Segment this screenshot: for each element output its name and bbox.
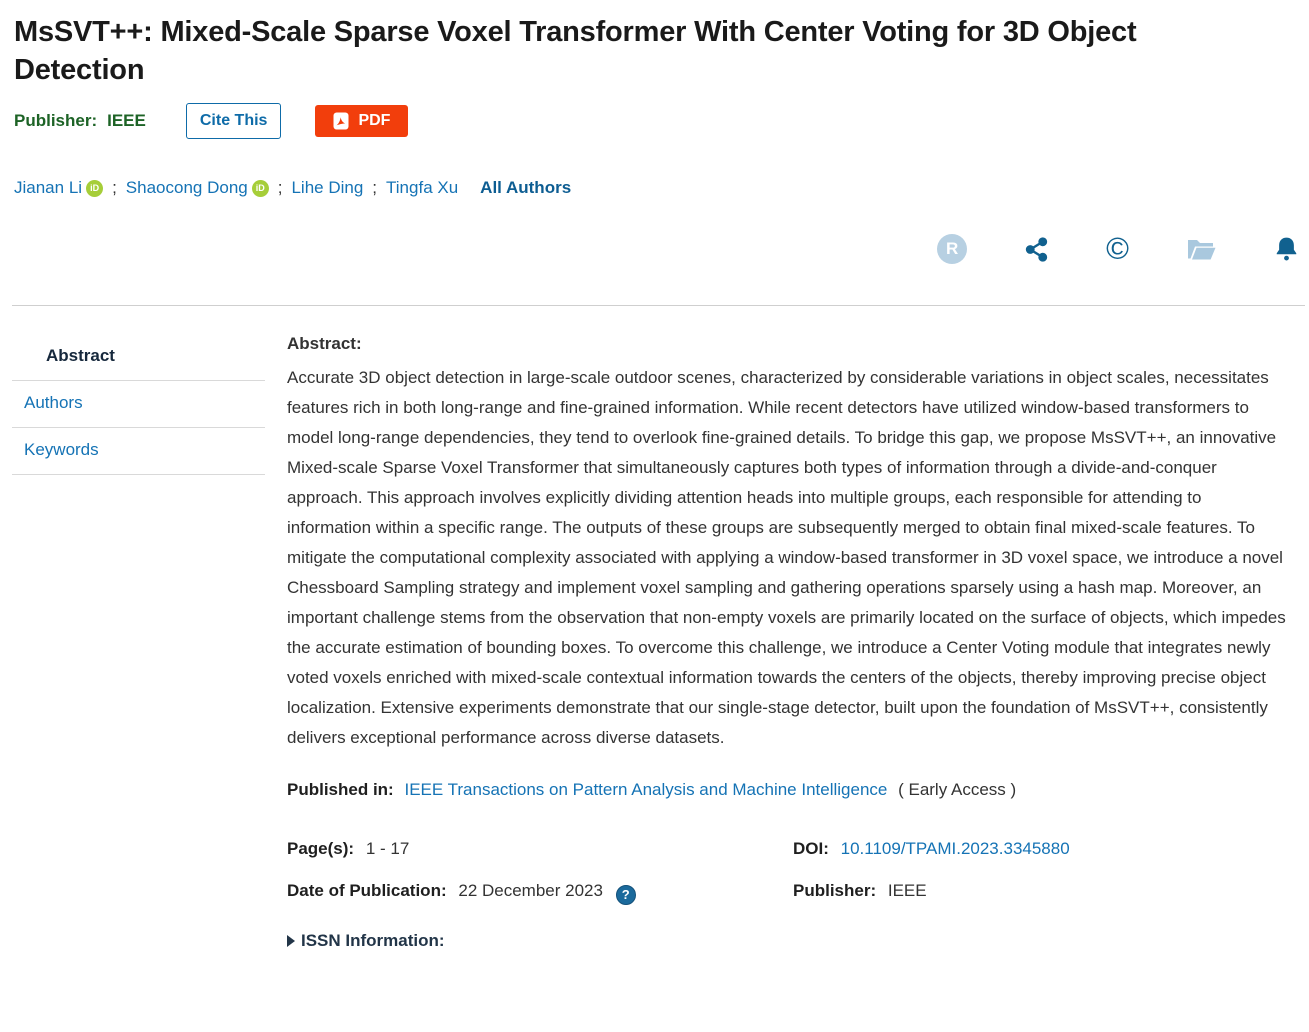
page-title: MsSVT++: Mixed-Scale Sparse Voxel Transformer With Center Voting for 3D Object Detection bbox=[14, 16, 1137, 86]
copyright-icon[interactable] bbox=[1106, 231, 1129, 267]
authors-row bbox=[14, 178, 1295, 198]
share-icon[interactable] bbox=[1024, 237, 1049, 262]
action-icons-row bbox=[0, 232, 1299, 266]
author-link[interactable]: Shaocong Dong bbox=[125, 178, 248, 198]
rights-icon-glyph: R bbox=[937, 234, 967, 264]
orcid-icon[interactable]: iD bbox=[252, 180, 269, 197]
date-of-publication-label: Date of Publication: bbox=[287, 881, 447, 901]
abstract-heading: Abstract: bbox=[287, 334, 362, 354]
publisher-row bbox=[14, 101, 1295, 141]
doi-link[interactable]: 10.1109/TPAMI.2023.3345880 bbox=[840, 839, 1070, 859]
pages-value: 1 - 17 bbox=[365, 839, 410, 859]
publisher-meta-row bbox=[793, 881, 1289, 905]
journal-link[interactable]: IEEE Transactions on Pattern Analysis and Machine Intelligence bbox=[404, 780, 888, 800]
section-sidebar bbox=[0, 306, 265, 475]
content-area bbox=[0, 306, 1309, 951]
all-authors-link[interactable]: All Authors bbox=[480, 178, 572, 198]
issn-information-toggle[interactable] bbox=[287, 931, 1289, 951]
published-in-row bbox=[287, 780, 1289, 800]
help-question-icon[interactable]: ? bbox=[616, 885, 636, 905]
sidebar-item-abstract[interactable]: Abstract bbox=[12, 334, 265, 381]
author-link[interactable]: Lihe Ding bbox=[291, 178, 364, 198]
pdf-file-icon bbox=[333, 112, 349, 130]
save-to-project-icon[interactable] bbox=[1186, 237, 1217, 262]
abstract-text: Accurate 3D object detection in large-scale outdoor scenes, characterized by considerable variations in object scales, necessitates features rich in both long-range and fine-grained information. While recent detectors have utilized window-based transformers to model long-range dependencies, they tend to overlook fine-grained details. To bridge this gap, we propose MsSVT++, an innovative Mixed-scale Sparse Voxel Transformer that simultaneously captures both types of information through a divide-and-conquer approach. This approach involves explicitly dividing attention heads into multiple groups, each responsible for attending to information within a specific range. The outputs of these groups are subsequently merged to obtain final mixed-scale features. To mitigate the computational complexity associated with applying a window-based transformer in 3D voxel space, we introduce a novel Chessboard Sampling strategy and implement voxel sampling and gathering operations sparsely using a hash map. Moreover, an important challenge stems from the observation that non-empty voxels are primarily located on the surface of objects, which impedes the accurate estimation of bounding boxes. To overcome this challenge, we introduce a Center Voting module that integrates newly voted voxels enriched with mixed-scale contextual information towards the centers of the objects, thereby improving precise object localization. Extensive experiments demonstrate that our single-stage detector, built upon the foundation of MsSVT++, consistently delivers exceptional performance across diverse datasets. bbox=[287, 368, 1286, 748]
author-separator: ; bbox=[277, 178, 283, 198]
alerts-bell-icon[interactable] bbox=[1274, 236, 1299, 263]
metadata-grid bbox=[287, 839, 1289, 905]
date-of-publication-row bbox=[287, 881, 793, 905]
published-in-label: Published in: bbox=[287, 780, 394, 800]
sidebar-item-authors[interactable]: Authors bbox=[12, 381, 265, 428]
author-link[interactable]: Jianan Li bbox=[14, 178, 83, 198]
publisher-label: Publisher: bbox=[14, 111, 98, 131]
publisher-meta-label: Publisher: bbox=[793, 881, 877, 901]
doi-row bbox=[793, 839, 1289, 859]
author-link[interactable]: Tingfa Xu bbox=[386, 178, 459, 198]
publisher-meta-value: IEEE bbox=[887, 881, 927, 901]
doi-label: DOI: bbox=[793, 839, 829, 859]
author-separator: ; bbox=[112, 178, 117, 198]
sidebar-item-keywords[interactable]: Keywords bbox=[12, 428, 265, 475]
expand-triangle-icon bbox=[287, 935, 295, 947]
author-separator: ; bbox=[372, 178, 378, 198]
copyright-icon-glyph: © bbox=[1106, 231, 1129, 267]
pages-row bbox=[287, 839, 793, 859]
pages-label: Page(s): bbox=[287, 839, 355, 859]
pdf-button-label: PDF bbox=[358, 112, 391, 130]
cite-this-button[interactable]: Cite This bbox=[186, 103, 282, 139]
early-access-note: ( Early Access ) bbox=[898, 780, 1017, 800]
rights-icon[interactable] bbox=[937, 234, 967, 264]
date-of-publication-value: 22 December 2023 bbox=[458, 881, 603, 901]
publisher-value: IEEE bbox=[107, 111, 146, 131]
orcid-icon[interactable]: iD bbox=[86, 180, 103, 197]
pdf-button[interactable] bbox=[315, 105, 408, 137]
main-column bbox=[265, 306, 1297, 951]
issn-information-label: ISSN Information: bbox=[301, 930, 445, 950]
